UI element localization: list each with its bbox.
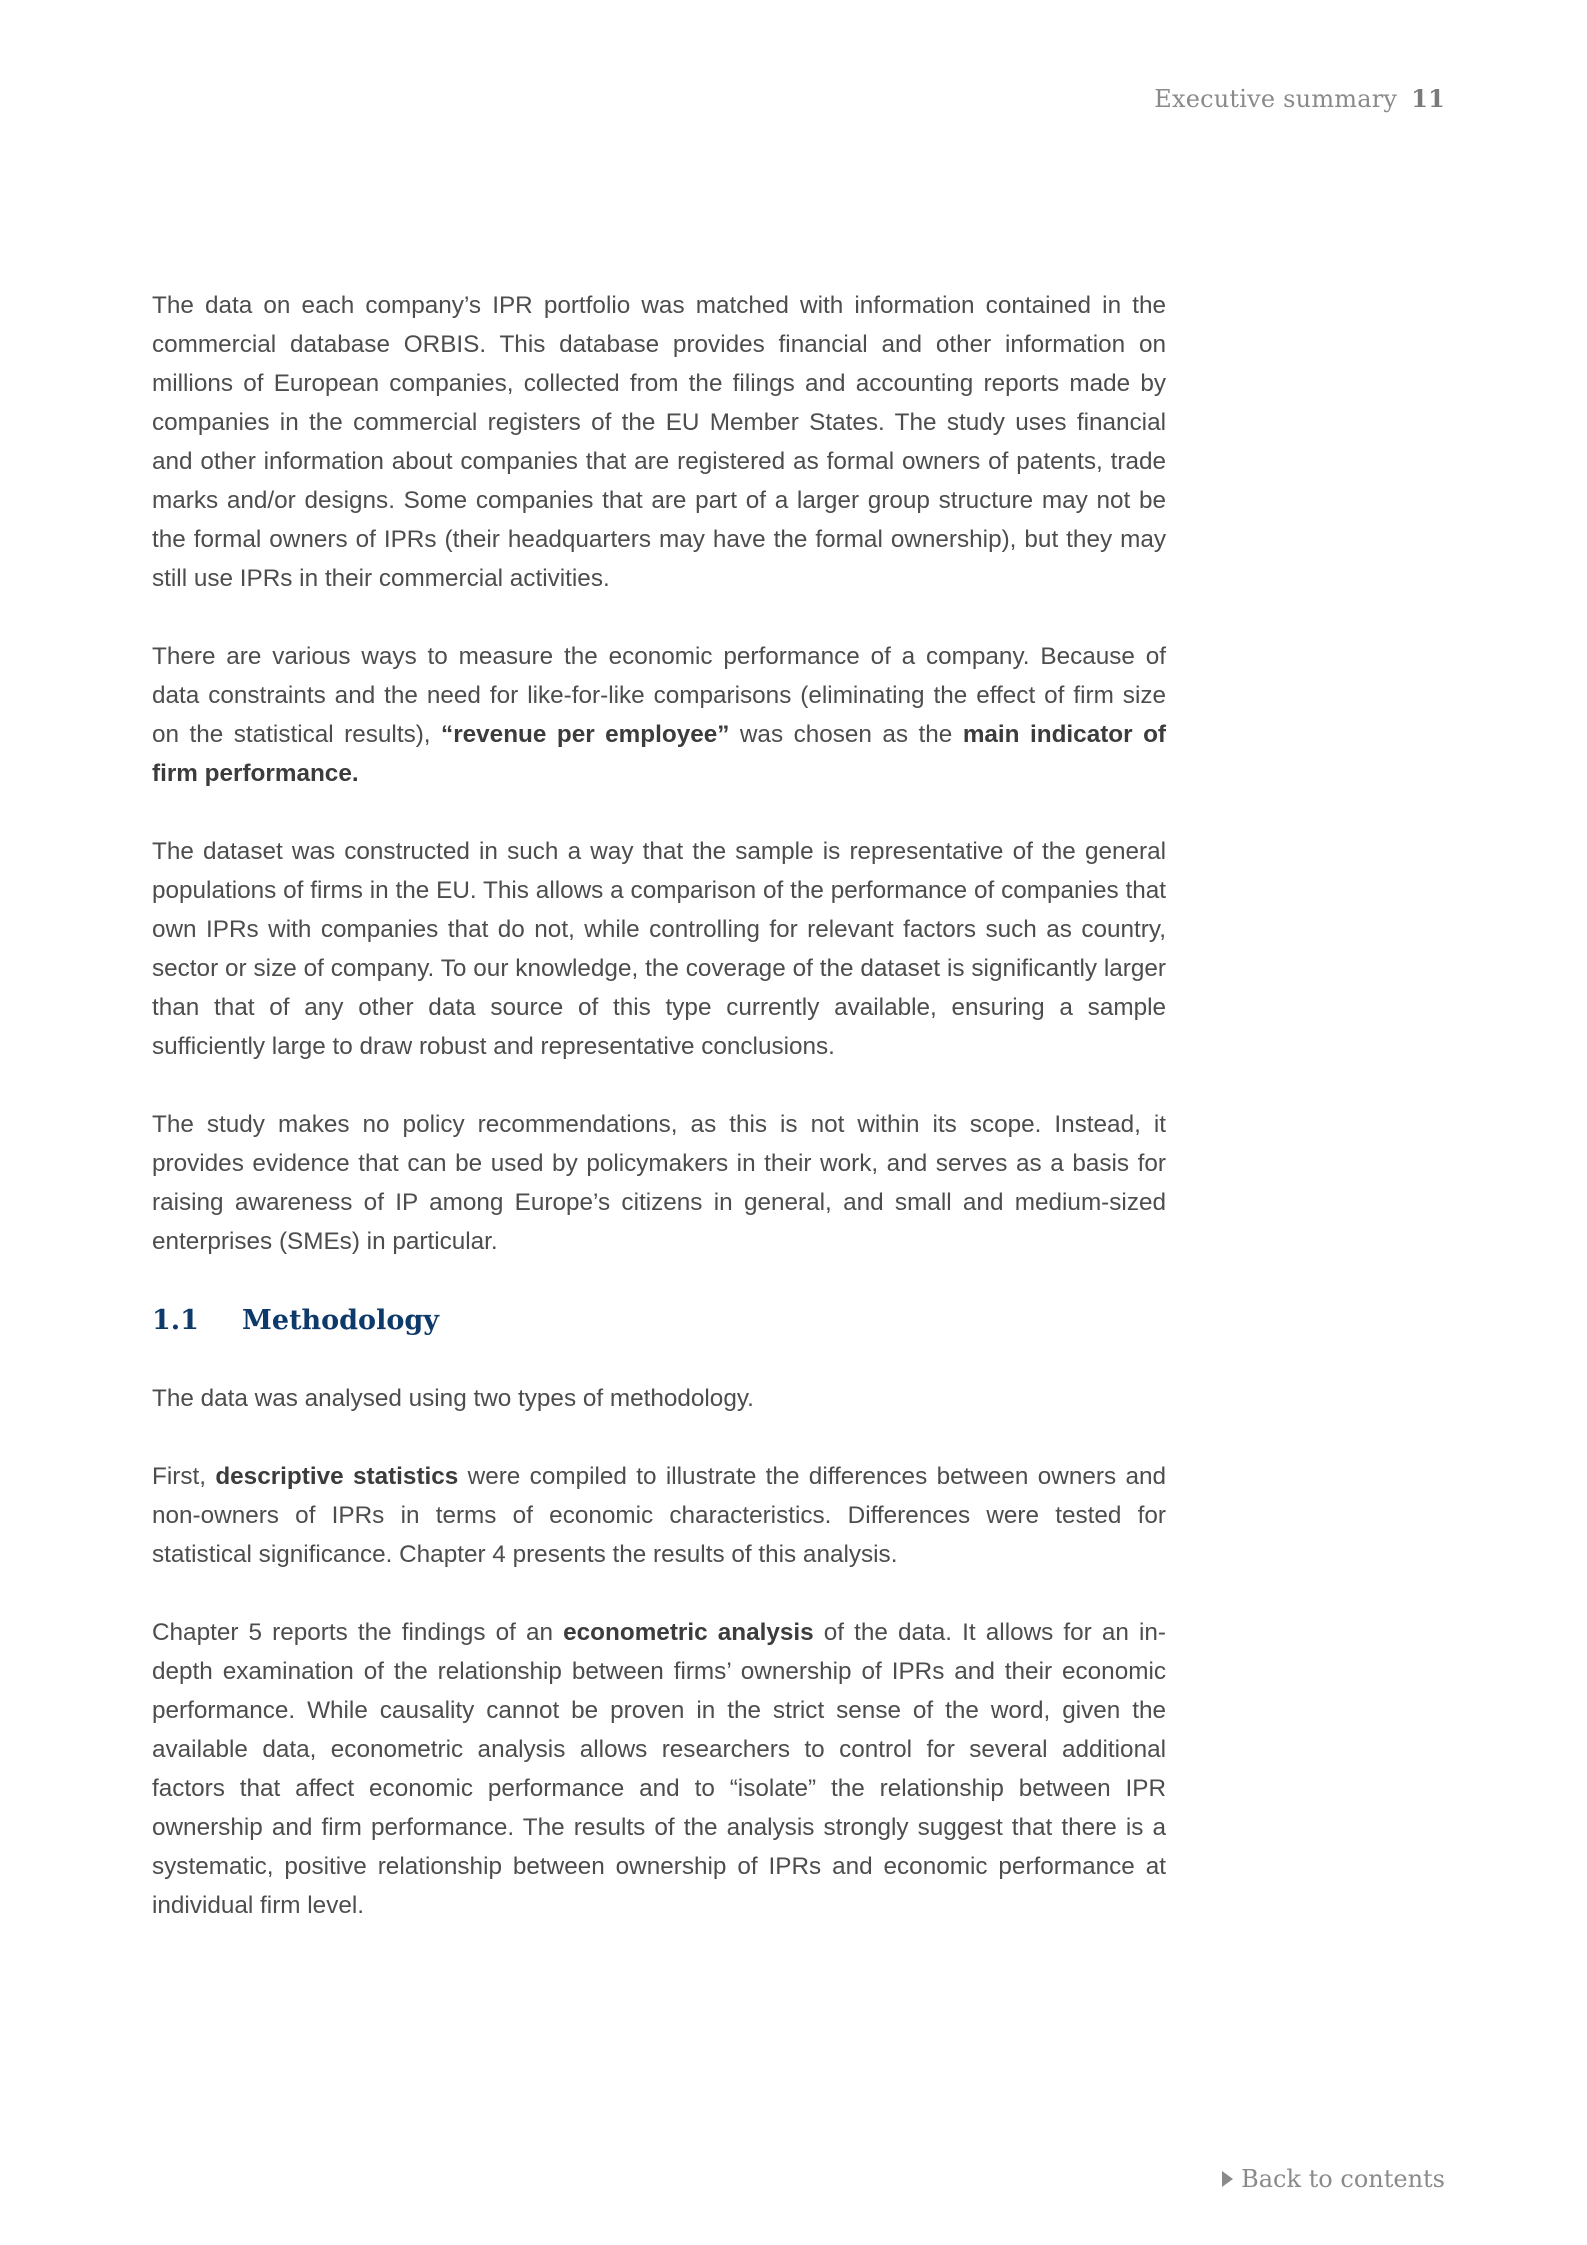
paragraph-text: First, [152,1463,216,1490]
emphasis-main-indicator: main indicator of firm performance. [152,721,1167,787]
paragraph-text: was chosen as the [729,721,963,748]
page-number: 11 [1411,84,1445,113]
main-content [152,286,1166,1964]
triangle-right-icon [1222,2171,1233,2187]
paragraph-text: of the data. It allows for an in-depth examination of the relationship between firms’ ownership of IPRs and their economic performance. While causality cannot be proven in the strict sense of the word, given the available data, econometric analysis allows researchers to control for several additional factors that affect economic performance and to “isolate” the relationship between IPR ownership and firm performance. The results of the analysis strongly suggest that there is a systematic, positive relationship between ownership of IPRs and economic performance at individual firm level. [152,1619,1167,1919]
paragraph-text: Chapter 5 reports the findings of an [152,1619,564,1646]
emphasis-descriptive-statistics: descriptive statistics [215,1463,459,1490]
back-to-contents-link[interactable] [1222,2165,1445,2193]
emphasis-revenue-per-employee: “revenue per employee” [441,721,730,748]
body-paragraph-policy: The study makes no policy recommendations, as this is not within its scope. Instead, it provides evidence that can be used by policymakers in their work, and serves as a basis for raising awareness of IP among Europe’s citizens in general, and small and medium-sized enterprises (SMEs) in particular. [152,1111,1166,1255]
methodology-econometric [152,1613,1166,1925]
body-paragraph-performance [152,637,1166,793]
paragraph-text: There are various ways to measure the economic performance of a company. Because of data constraints and the need for like-for-like comparisons (eliminating the effect of firm size on the statistical results), [152,643,1166,748]
running-header [1154,84,1445,113]
body-paragraph-orbis: The data on each company’s IPR portfolio was matched with information contained in the commercial database ORBIS. This database provides financial and other information on millions of European companies, collected from the filings and accounting reports made by companies in the commercial registers of the EU Member States. The study uses financial and other information about companies that are registered as formal owners of patents, trade marks and/or designs. Some companies that are part of a larger group structure may not be the formal owners of IPRs (their headquarters may have the formal ownership), but they may still use IPRs in their commercial activities. [152,292,1166,592]
section-title: Methodology [242,1304,439,1336]
paragraph-text: were compiled to illustrate the differences between owners and non-owners of IPRs in terms of economic characteristics. Differences were tested for statistical significance. Chapter 4 presents the results of this analysis. [152,1463,1166,1568]
methodology-descriptive [152,1457,1166,1574]
body-paragraph-dataset: The dataset was constructed in such a way that the sample is representative of the general populations of firms in the EU. This allows a comparison of the performance of companies that own IPRs with companies that do not, while controlling for relevant factors such as country, sector or size of company. To our knowledge, the coverage of the dataset is significantly larger than that of any other data source of this type currently available, ensuring a sample sufficiently large to draw robust and representative conclusions. [152,838,1166,1060]
back-to-contents-label: Back to contents [1241,2165,1445,2193]
running-header-title: Executive summary [1154,85,1398,113]
section-number: 1.1 [152,1304,199,1336]
emphasis-econometric-analysis: econometric analysis [563,1619,814,1646]
section-heading [152,1300,1166,1340]
methodology-intro: The data was analysed using two types of methodology. [152,1385,754,1412]
